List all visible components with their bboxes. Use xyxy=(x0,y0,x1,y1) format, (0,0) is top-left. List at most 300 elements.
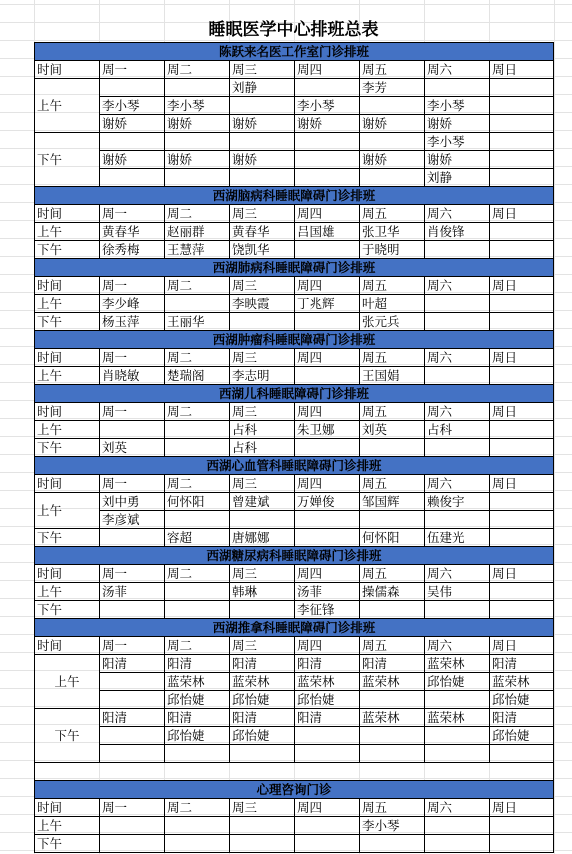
column-header: 周六 xyxy=(425,799,490,817)
schedule-cell[interactable] xyxy=(490,151,554,169)
schedule-cell[interactable]: 李小琴 xyxy=(165,97,230,115)
schedule-cell[interactable]: 阳清 xyxy=(490,709,554,727)
table-row xyxy=(35,439,554,457)
section-header-row xyxy=(35,43,554,61)
column-header-row xyxy=(35,565,554,583)
column-header: 周日 xyxy=(490,799,554,817)
schedule-cell[interactable] xyxy=(100,817,165,835)
schedule-cell[interactable] xyxy=(425,691,490,709)
schedule-cell[interactable]: 李小琴 xyxy=(425,133,490,151)
schedule-cell[interactable]: 黄春华 xyxy=(100,223,165,241)
column-header: 周日 xyxy=(490,565,554,583)
schedule-cell[interactable] xyxy=(295,817,360,835)
schedule-cell[interactable]: 阳清 xyxy=(360,655,425,673)
schedule-cell[interactable]: 曾建斌 xyxy=(230,493,295,511)
schedule-cell[interactable]: 阳清 xyxy=(230,655,295,673)
schedule-cell[interactable]: 谢娇 xyxy=(295,115,360,133)
schedule-cell[interactable]: 杨玉萍 xyxy=(100,313,165,331)
schedule-cell[interactable] xyxy=(425,241,490,259)
section-title: 西湖儿科睡眠障碍门诊排班 xyxy=(35,385,554,403)
schedule-cell[interactable]: 李少峰 xyxy=(100,295,165,313)
schedule-cell[interactable]: 万婵俊 xyxy=(295,493,360,511)
schedule-cell[interactable] xyxy=(230,745,295,763)
schedule-cell[interactable]: 阳清 xyxy=(230,709,295,727)
section-title: 西湖糖尿病科睡眠障碍门诊排班 xyxy=(35,547,554,565)
column-header: 周三 xyxy=(230,565,295,583)
schedule-cell[interactable] xyxy=(425,835,490,853)
column-header: 周三 xyxy=(230,403,295,421)
schedule-cell[interactable]: 阳清 xyxy=(295,709,360,727)
schedule-cell[interactable] xyxy=(490,97,554,115)
column-header: 周一 xyxy=(100,349,165,367)
schedule-cell[interactable] xyxy=(165,583,230,601)
section-header-row xyxy=(35,781,554,799)
table-row xyxy=(35,421,554,439)
column-header: 周四 xyxy=(295,475,360,493)
schedule-cell[interactable]: 占科 xyxy=(425,421,490,439)
schedule-cell[interactable]: 谢娇 xyxy=(360,151,425,169)
schedule-cell[interactable]: 徐秀梅 xyxy=(100,241,165,259)
column-header: 周二 xyxy=(165,475,230,493)
schedule-cell[interactable]: 朱卫娜 xyxy=(295,421,360,439)
time-slot-label: 下午 xyxy=(35,709,100,763)
schedule-cell[interactable]: 王慧萍 xyxy=(165,241,230,259)
schedule-cell[interactable]: 容超 xyxy=(165,529,230,547)
schedule-cell[interactable] xyxy=(490,745,554,763)
schedule-cell[interactable]: 邱怡婕 xyxy=(295,691,360,709)
column-header: 周日 xyxy=(490,403,554,421)
schedule-cell[interactable] xyxy=(230,313,295,331)
schedule-cell[interactable]: 邱怡婕 xyxy=(425,673,490,691)
schedule-cell[interactable]: 阳清 xyxy=(295,655,360,673)
section-header-row xyxy=(35,457,554,475)
column-header: 周四 xyxy=(295,205,360,223)
column-header: 周一 xyxy=(100,799,165,817)
column-header: 周六 xyxy=(425,349,490,367)
section-header-row xyxy=(35,259,554,277)
schedule-cell[interactable] xyxy=(165,817,230,835)
column-header: 周三 xyxy=(230,277,295,295)
column-header: 周六 xyxy=(425,277,490,295)
column-header: 时间 xyxy=(35,475,100,493)
schedule-cell[interactable]: 汤菲 xyxy=(295,583,360,601)
schedule-cell[interactable] xyxy=(360,439,425,457)
column-header: 周五 xyxy=(360,277,425,295)
schedule-cell[interactable]: 谢娇 xyxy=(425,151,490,169)
schedule-cell[interactable]: 肖俊锋 xyxy=(425,223,490,241)
column-header: 周一 xyxy=(100,475,165,493)
schedule-cell[interactable]: 李小琴 xyxy=(360,817,425,835)
column-header: 周三 xyxy=(230,349,295,367)
time-slot-label: 下午 xyxy=(35,241,100,259)
schedule-cell[interactable] xyxy=(295,727,360,745)
schedule-cell[interactable]: 丁兆辉 xyxy=(295,295,360,313)
column-header: 周四 xyxy=(295,349,360,367)
schedule-cell[interactable] xyxy=(360,511,425,529)
schedule-cell[interactable]: 谢娇 xyxy=(100,151,165,169)
column-header: 周三 xyxy=(230,799,295,817)
schedule-cell[interactable]: 肖晓敏 xyxy=(100,367,165,385)
schedule-cell[interactable]: 谢娇 xyxy=(100,115,165,133)
schedule-cell[interactable]: 李小琴 xyxy=(295,97,360,115)
column-header-row xyxy=(35,403,554,421)
column-header: 周六 xyxy=(425,205,490,223)
schedule-cell[interactable]: 邹国辉 xyxy=(360,493,425,511)
column-header: 周六 xyxy=(425,565,490,583)
column-header: 周一 xyxy=(100,277,165,295)
schedule-cell[interactable]: 伍建光 xyxy=(425,529,490,547)
column-header-row xyxy=(35,205,554,223)
schedule-cell[interactable] xyxy=(230,601,295,619)
column-header: 周四 xyxy=(295,637,360,655)
schedule-cell[interactable]: 蓝荣林 xyxy=(295,673,360,691)
column-header: 周四 xyxy=(295,565,360,583)
schedule-cell[interactable] xyxy=(490,295,554,313)
schedule-cell[interactable] xyxy=(360,727,425,745)
column-header-row xyxy=(35,277,554,295)
schedule-cell[interactable]: 刘静 xyxy=(425,169,490,187)
time-slot-label: 上午 xyxy=(35,367,100,385)
schedule-cell[interactable] xyxy=(100,529,165,547)
schedule-cell[interactable] xyxy=(165,79,230,97)
schedule-cell[interactable] xyxy=(490,169,554,187)
schedule-cell[interactable]: 王国娟 xyxy=(360,367,425,385)
schedule-cell[interactable] xyxy=(165,511,230,529)
table-row xyxy=(35,493,554,511)
section-title: 西湖推拿科睡眠障碍门诊排班 xyxy=(35,619,554,637)
schedule-cell[interactable]: 王丽华 xyxy=(165,313,230,331)
schedule-cell[interactable] xyxy=(490,583,554,601)
column-header: 周二 xyxy=(165,637,230,655)
column-header-row xyxy=(35,61,554,79)
schedule-cell[interactable]: 邱怡婕 xyxy=(490,727,554,745)
schedule-cell[interactable]: 汤菲 xyxy=(100,583,165,601)
schedule-cell[interactable] xyxy=(230,511,295,529)
schedule-cell[interactable] xyxy=(230,817,295,835)
schedule-cell[interactable] xyxy=(295,529,360,547)
schedule-cell[interactable] xyxy=(295,313,360,331)
schedule-cell[interactable] xyxy=(165,133,230,151)
table-row xyxy=(35,601,554,619)
schedule-cell[interactable] xyxy=(490,439,554,457)
schedule-cell[interactable] xyxy=(360,133,425,151)
column-header: 周一 xyxy=(100,565,165,583)
column-header: 时间 xyxy=(35,403,100,421)
time-slot-label: 上午 xyxy=(35,655,100,709)
schedule-cell[interactable]: 占科 xyxy=(230,421,295,439)
schedule-cell[interactable]: 阳清 xyxy=(165,709,230,727)
schedule-cell[interactable]: 韩琳 xyxy=(230,583,295,601)
schedule-cell[interactable]: 李小琴 xyxy=(425,97,490,115)
time-slot-label: 上午 xyxy=(35,817,100,835)
schedule-cell[interactable] xyxy=(425,817,490,835)
schedule-cell[interactable] xyxy=(425,439,490,457)
schedule-cell[interactable]: 蓝荣林 xyxy=(360,709,425,727)
column-header: 周日 xyxy=(490,61,554,79)
column-header: 周二 xyxy=(165,61,230,79)
schedule-cell[interactable] xyxy=(230,835,295,853)
column-header: 时间 xyxy=(35,637,100,655)
column-header: 周五 xyxy=(360,799,425,817)
schedule-cell[interactable]: 蓝荣林 xyxy=(490,673,554,691)
time-slot-label: 上午 xyxy=(35,421,100,439)
column-header: 周五 xyxy=(360,637,425,655)
column-header: 周五 xyxy=(360,565,425,583)
column-header: 周三 xyxy=(230,637,295,655)
schedule-cell[interactable] xyxy=(295,835,360,853)
schedule-cell[interactable]: 刘中勇 xyxy=(100,493,165,511)
table-row xyxy=(35,529,554,547)
schedule-cell[interactable]: 李志明 xyxy=(230,367,295,385)
schedule-cell[interactable] xyxy=(100,601,165,619)
schedule-cell[interactable] xyxy=(490,223,554,241)
schedule-cell[interactable] xyxy=(295,133,360,151)
schedule-cell[interactable]: 饶凯华 xyxy=(230,241,295,259)
section-title: 西湖脑病科睡眠障碍门诊排班 xyxy=(35,187,554,205)
schedule-cell[interactable] xyxy=(165,745,230,763)
schedule-cell[interactable]: 阳清 xyxy=(100,655,165,673)
schedule-cell[interactable]: 占科 xyxy=(230,439,295,457)
schedule-cell[interactable]: 阳清 xyxy=(165,655,230,673)
column-header: 时间 xyxy=(35,61,100,79)
schedule-cell[interactable] xyxy=(490,835,554,853)
schedule-cell[interactable] xyxy=(100,79,165,97)
schedule-cell[interactable]: 刘静 xyxy=(230,79,295,97)
column-header-row xyxy=(35,799,554,817)
schedule-cell[interactable] xyxy=(425,367,490,385)
schedule-cell[interactable] xyxy=(490,601,554,619)
schedule-cell[interactable]: 李彦斌 xyxy=(100,511,165,529)
schedule-cell[interactable]: 叶超 xyxy=(360,295,425,313)
schedule-cell[interactable] xyxy=(360,745,425,763)
schedule-cell[interactable] xyxy=(165,835,230,853)
table-row xyxy=(35,313,554,331)
schedule-cell[interactable]: 谢娇 xyxy=(425,115,490,133)
schedule-cell[interactable] xyxy=(425,511,490,529)
schedule-cell[interactable] xyxy=(295,367,360,385)
schedule-cell[interactable] xyxy=(425,601,490,619)
schedule-cell[interactable] xyxy=(100,745,165,763)
schedule-cell[interactable] xyxy=(360,835,425,853)
schedule-cell[interactable] xyxy=(295,511,360,529)
column-header: 时间 xyxy=(35,349,100,367)
schedule-cell[interactable]: 黄春华 xyxy=(230,223,295,241)
schedule-cell[interactable]: 邱怡婕 xyxy=(165,691,230,709)
column-header: 周四 xyxy=(295,403,360,421)
time-slot-label: 下午 xyxy=(35,439,100,457)
schedule-cell[interactable]: 唐娜娜 xyxy=(230,529,295,547)
schedule-cell[interactable]: 蓝荣林 xyxy=(425,655,490,673)
schedule-cell[interactable]: 谢娇 xyxy=(165,115,230,133)
schedule-cell[interactable] xyxy=(295,151,360,169)
table-row xyxy=(35,115,554,133)
schedule-cell[interactable]: 赖俊宇 xyxy=(425,493,490,511)
schedule-cell[interactable] xyxy=(295,241,360,259)
column-header: 周五 xyxy=(360,205,425,223)
schedule-cell[interactable]: 吴伟 xyxy=(425,583,490,601)
schedule-cell[interactable]: 邱怡婕 xyxy=(230,691,295,709)
table-row xyxy=(35,223,554,241)
schedule-cell[interactable]: 李小琴 xyxy=(100,97,165,115)
section-title: 西湖心血管科睡眠障碍门诊排班 xyxy=(35,457,554,475)
schedule-cell[interactable] xyxy=(100,133,165,151)
schedule-cell[interactable] xyxy=(100,727,165,745)
schedule-cell[interactable] xyxy=(360,601,425,619)
schedule-cell[interactable] xyxy=(490,367,554,385)
schedule-cell[interactable] xyxy=(230,169,295,187)
table-row xyxy=(35,241,554,259)
schedule-cell[interactable] xyxy=(100,673,165,691)
column-header: 周二 xyxy=(165,799,230,817)
schedule-cell[interactable]: 吕国雄 xyxy=(295,223,360,241)
table-row xyxy=(35,169,554,187)
table-row xyxy=(35,673,554,691)
schedule-cell[interactable]: 蓝荣林 xyxy=(165,673,230,691)
column-header: 周二 xyxy=(165,277,230,295)
time-slot-label: 下午 xyxy=(35,529,100,547)
table-row xyxy=(35,835,554,853)
schedule-cell[interactable] xyxy=(360,97,425,115)
schedule-cell[interactable] xyxy=(490,511,554,529)
schedule-cell[interactable]: 李征锋 xyxy=(295,601,360,619)
section-header-row xyxy=(35,331,554,349)
time-slot-label: 上午 xyxy=(35,295,100,313)
column-header: 时间 xyxy=(35,205,100,223)
schedule-cell[interactable]: 邱怡婕 xyxy=(490,691,554,709)
schedule-cell[interactable] xyxy=(425,745,490,763)
schedule-cell[interactable] xyxy=(490,133,554,151)
section-header-row xyxy=(35,547,554,565)
schedule-cell[interactable]: 谢娇 xyxy=(230,151,295,169)
table-row xyxy=(35,97,554,115)
time-slot-label: 下午 xyxy=(35,601,100,619)
schedule-cell[interactable]: 李映霞 xyxy=(230,295,295,313)
column-header: 周三 xyxy=(230,61,295,79)
schedule-cell[interactable] xyxy=(490,529,554,547)
schedule-cell[interactable] xyxy=(100,835,165,853)
schedule-cell[interactable] xyxy=(165,295,230,313)
schedule-cell[interactable] xyxy=(360,169,425,187)
table-row xyxy=(35,817,554,835)
schedule-cell[interactable] xyxy=(165,421,230,439)
schedule-cell[interactable] xyxy=(490,313,554,331)
schedule-cell[interactable] xyxy=(295,439,360,457)
schedule-cell[interactable] xyxy=(295,79,360,97)
column-header: 周日 xyxy=(490,205,554,223)
schedule-cell[interactable] xyxy=(490,79,554,97)
schedule-cell[interactable] xyxy=(230,133,295,151)
schedule-cell[interactable]: 操儒森 xyxy=(360,583,425,601)
schedule-cell[interactable] xyxy=(360,691,425,709)
table-row xyxy=(35,133,554,151)
section-title: 心理咨询门诊 xyxy=(35,781,554,799)
schedule-cell[interactable]: 何怀阳 xyxy=(165,493,230,511)
schedule-cell[interactable]: 谢娇 xyxy=(165,151,230,169)
column-header: 周四 xyxy=(295,61,360,79)
table-row xyxy=(35,709,554,727)
schedule-cell[interactable] xyxy=(230,97,295,115)
schedule-cell[interactable] xyxy=(100,421,165,439)
time-slot-label: 下午 xyxy=(35,313,100,331)
schedule-cell[interactable] xyxy=(490,241,554,259)
table-row xyxy=(35,367,554,385)
schedule-cell[interactable]: 李芳 xyxy=(360,79,425,97)
schedule-cell[interactable]: 蓝荣林 xyxy=(360,673,425,691)
column-header: 周日 xyxy=(490,277,554,295)
schedule-cell[interactable] xyxy=(490,421,554,439)
schedule-cell[interactable] xyxy=(490,493,554,511)
schedule-cell[interactable] xyxy=(100,169,165,187)
schedule-cell[interactable]: 蓝荣林 xyxy=(230,673,295,691)
schedule-cell[interactable]: 邱怡婕 xyxy=(165,727,230,745)
table-row xyxy=(35,745,554,763)
schedule-cell[interactable] xyxy=(425,79,490,97)
time-slot-label: 下午 xyxy=(35,133,100,187)
schedule-cell[interactable]: 于晓明 xyxy=(360,241,425,259)
column-header: 时间 xyxy=(35,277,100,295)
schedule-cell[interactable] xyxy=(490,817,554,835)
schedule-cell[interactable] xyxy=(165,601,230,619)
schedule-cell[interactable] xyxy=(425,295,490,313)
schedule-cell[interactable]: 阳清 xyxy=(490,655,554,673)
section-header-row xyxy=(35,619,554,637)
time-slot-label: 上午 xyxy=(35,223,100,241)
schedule-cell[interactable] xyxy=(490,115,554,133)
schedule-cell[interactable]: 邱怡婕 xyxy=(230,727,295,745)
section-title: 陈跃来名医工作室门诊排班 xyxy=(35,43,554,61)
schedule-cell[interactable] xyxy=(425,727,490,745)
schedule-cell[interactable] xyxy=(165,439,230,457)
schedule-cell[interactable] xyxy=(295,169,360,187)
column-header-row xyxy=(35,637,554,655)
column-header: 周日 xyxy=(490,475,554,493)
schedule-cell[interactable]: 张卫华 xyxy=(360,223,425,241)
time-slot-label: 上午 xyxy=(35,493,100,529)
schedule-cell[interactable]: 蓝荣林 xyxy=(425,709,490,727)
table-row xyxy=(35,511,554,529)
column-header: 周五 xyxy=(360,475,425,493)
column-header: 周五 xyxy=(360,349,425,367)
column-header: 周六 xyxy=(425,475,490,493)
column-header: 周三 xyxy=(230,205,295,223)
schedule-cell[interactable] xyxy=(165,169,230,187)
schedule-cell[interactable]: 赵丽群 xyxy=(165,223,230,241)
schedule-cell[interactable]: 谢娇 xyxy=(360,115,425,133)
schedule-cell[interactable]: 楚瑞阁 xyxy=(165,367,230,385)
schedule-cell[interactable]: 刘英 xyxy=(360,421,425,439)
column-header: 周六 xyxy=(425,61,490,79)
column-header: 周四 xyxy=(295,277,360,295)
column-header: 周一 xyxy=(100,403,165,421)
schedule-cell[interactable]: 阳清 xyxy=(100,709,165,727)
table-row xyxy=(35,691,554,709)
column-header: 周一 xyxy=(100,61,165,79)
spacer-cell xyxy=(35,763,554,781)
schedule-cell[interactable]: 谢娇 xyxy=(230,115,295,133)
column-header: 周五 xyxy=(360,403,425,421)
column-header: 周二 xyxy=(165,403,230,421)
schedule-cell[interactable] xyxy=(425,313,490,331)
table-row xyxy=(35,79,554,97)
column-header-row xyxy=(35,349,554,367)
schedule-cell[interactable]: 何怀阳 xyxy=(360,529,425,547)
spacer-row xyxy=(35,763,554,781)
schedule-cell[interactable] xyxy=(100,691,165,709)
column-header: 周五 xyxy=(360,61,425,79)
schedule-cell[interactable] xyxy=(295,745,360,763)
schedule-cell[interactable]: 张元兵 xyxy=(360,313,425,331)
schedule-cell[interactable]: 刘英 xyxy=(100,439,165,457)
